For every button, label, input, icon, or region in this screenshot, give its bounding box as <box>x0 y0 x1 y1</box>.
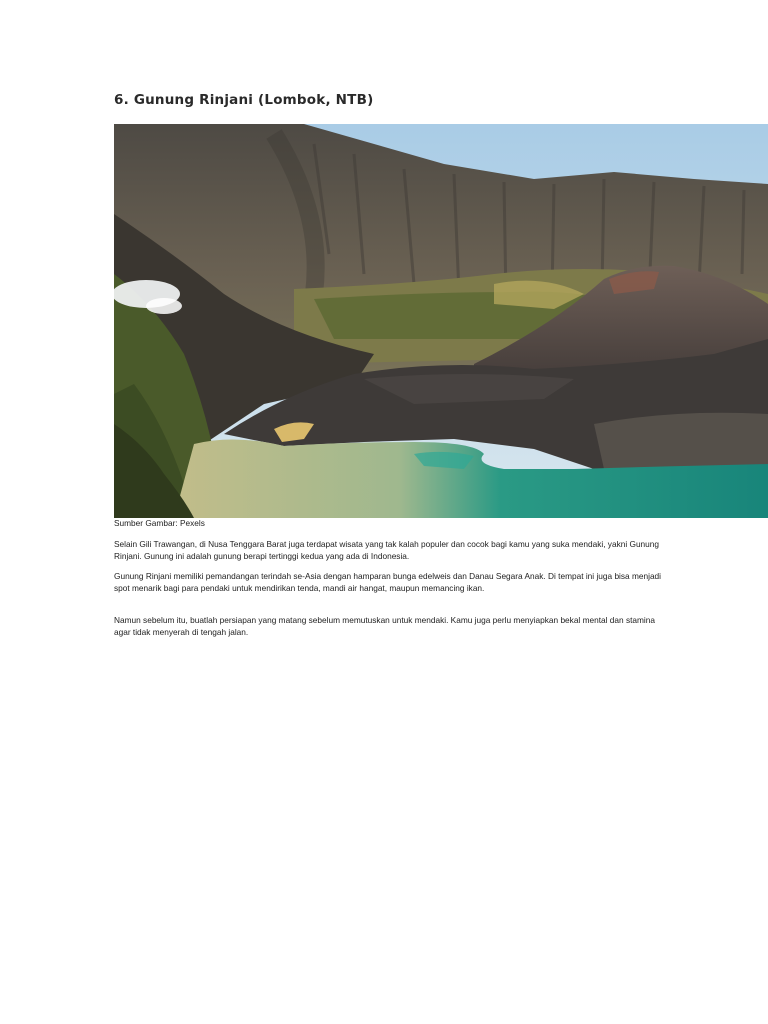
section-heading: 6. Gunung Rinjani (Lombok, NTB) <box>114 92 374 108</box>
paragraph-1: Selain Gili Trawangan, di Nusa Tenggara Barat juga terdapat wisata yang tak kalah populer dan cocok bagi kamu yang suka mendaki, yakni Gunung Rinjani. Gunung ini adalah gunung berapi tertinggi kedua yang ada di Indonesia. <box>114 539 660 562</box>
mountain-lake-photo <box>114 124 768 518</box>
image-caption: Sumber Gambar: Pexels <box>114 518 205 528</box>
paragraph-3: Namun sebelum itu, buatlah persiapan yang matang sebelum memutuskan untuk mendaki. Kamu juga perlu menyiapkan bekal mental dan stamina agar tidak menyerah di tengah jalan. <box>114 615 655 638</box>
paragraph-2: Gunung Rinjani memiliki pemandangan terindah se-Asia dengan hamparan bunga edelweis dan Danau Segara Anak. Di tempat ini juga bisa menjadi spot menarik bagi para pendaki untuk mendirikan tenda, mandi air hangat, maupun memancing ikan. <box>114 571 662 594</box>
